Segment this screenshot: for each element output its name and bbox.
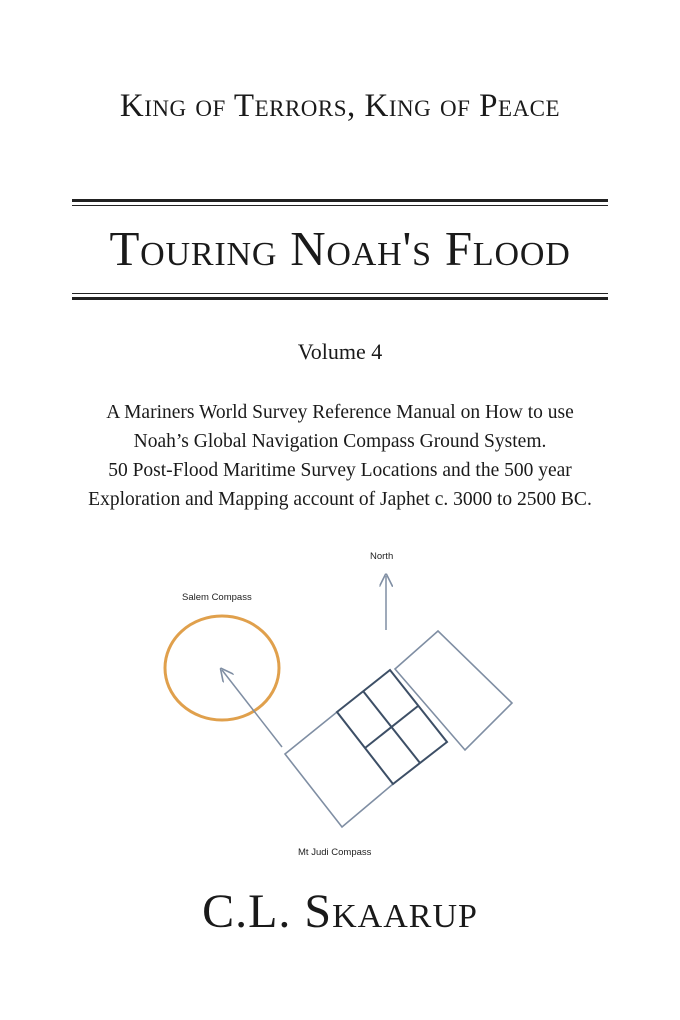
north-label: North [370, 551, 394, 562]
compass-diagram [0, 540, 680, 870]
description-line: 50 Post-Flood Maritime Survey Locations and the 500 year [108, 460, 572, 481]
series-title: King of Terrors, King of Peace [119, 88, 561, 124]
description-line: Exploration and Mapping account of Japhet c. 3000 to 2500 BC. [88, 489, 592, 510]
survey-block-lower [285, 712, 393, 827]
description-line: A Mariners World Survey Reference Manual on How to use [106, 402, 574, 423]
survey-grid-divider [365, 706, 418, 748]
book-title: Touring Noah's Flood [109, 221, 571, 276]
salem-direction-arrow [222, 670, 282, 747]
survey-block-upper [395, 631, 512, 750]
author-name: C.L. Skaarup [202, 885, 478, 938]
salem-compass-circle [165, 616, 279, 720]
description [30, 398, 650, 514]
volume-label: Volume 4 [297, 339, 383, 364]
mt-judi-compass-label: Mt Judi Compass [298, 847, 372, 858]
salem-compass-label: Salem Compass [182, 592, 252, 603]
description-line: Noah’s Global Navigation Compass Ground System. [133, 431, 547, 452]
